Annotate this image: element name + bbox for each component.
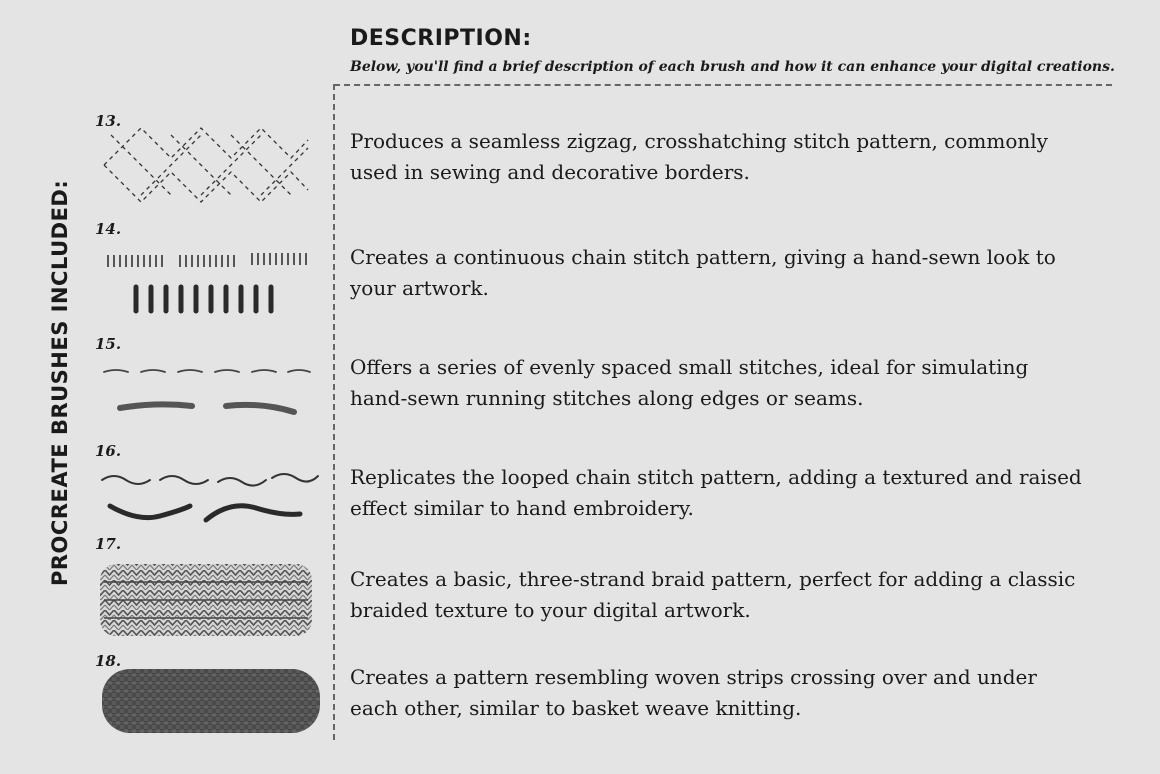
- brush-description-14: Creates a continuous chain stitch pattern, giving a hand-sewn look to your artwork.: [350, 245, 1056, 300]
- brush-description-16: Replicates the looped chain stitch pattern, adding a textured and raised effect similar to hand embroidery.: [350, 465, 1082, 520]
- zigzag-stitch-icon: [96, 120, 316, 210]
- description-title: DESCRIPTION:: [350, 26, 532, 51]
- looped-chain-stitch-icon: [96, 464, 322, 530]
- description-subtitle: Below, you'll find a brief description of each brush and how it can enhance your digital creations.: [350, 59, 1115, 75]
- brush-description-13: Produces a seamless zigzag, crosshatching stitch pattern, commonly used in sewing and decorative borders.: [350, 129, 1048, 184]
- side-label: PROCREATE BRUSHES INCLUDED:: [48, 179, 72, 586]
- chain-stitch-icon: [96, 245, 316, 320]
- brush-description-18: Creates a pattern resembling woven strips crossing over and under each other, similar to basket weave knitting.: [350, 665, 1037, 720]
- brush-description-15: Offers a series of evenly spaced small stitches, ideal for simulating hand-sewn running stitches along edges or seams.: [350, 355, 1029, 410]
- brush-number-17: 17.: [95, 535, 122, 553]
- brush-number-16: 16.: [95, 442, 122, 460]
- brush-number-18: 18.: [95, 652, 122, 670]
- column-divider: [333, 84, 335, 740]
- header-divider: [334, 84, 1112, 86]
- braid-icon: [96, 560, 316, 640]
- basket-weave-icon: [96, 665, 326, 737]
- running-stitch-icon: [96, 360, 316, 422]
- brush-number-13: 13.: [95, 112, 122, 130]
- brush-number-14: 14.: [95, 220, 122, 238]
- brush-description-17: Creates a basic, three-strand braid pattern, perfect for adding a classic braided texture to your digital artwork.: [350, 567, 1076, 622]
- brush-number-15: 15.: [95, 335, 122, 353]
